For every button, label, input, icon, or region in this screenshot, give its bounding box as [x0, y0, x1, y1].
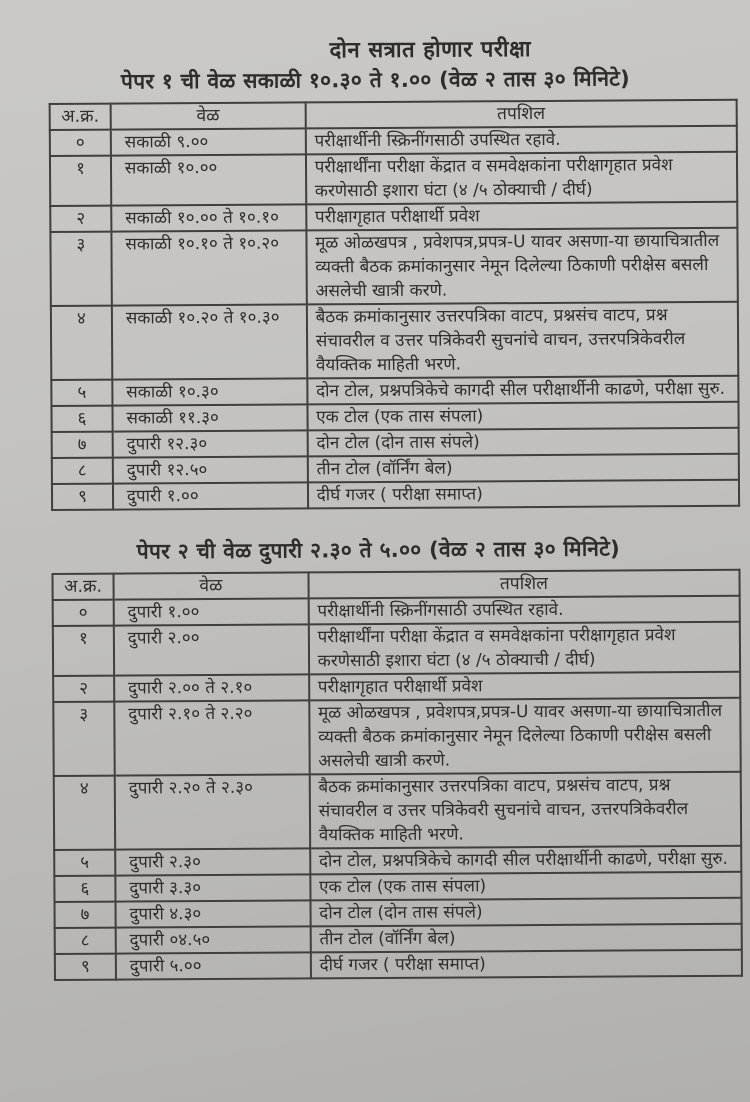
detail-cell: दीर्घ गजर ( परीक्षा समाप्त): [308, 480, 739, 509]
document-title: दोन सत्रात होणार परीक्षा: [329, 37, 532, 64]
serial-cell: ८: [55, 928, 116, 954]
serial-cell: ३: [50, 232, 111, 306]
serial-cell: ८: [52, 458, 113, 484]
time-cell: दुपारी १२.३०: [113, 430, 308, 457]
serial-cell: ९: [55, 954, 116, 980]
detail-cell: तीन टोल (वॉर्निंग बेल): [307, 454, 738, 483]
serial-cell: ७: [55, 902, 116, 928]
time-cell: सकाळी ९.००: [111, 128, 306, 155]
detail-cell: दोन टोल, प्रश्नपत्रिकेचे कागदी सील परीक्षार्थीनी काढणे, परीक्षा सुरु.: [310, 846, 741, 875]
column-header-serial: अ.क्र.: [50, 104, 111, 130]
time-cell: दुपारी ०४.५०: [116, 926, 311, 953]
time-cell: दुपारी २.१० ते २.२०: [114, 700, 309, 775]
detail-cell: परीक्षार्थींना परीक्षा केंद्रात व समवेक्षकांना परीक्षागृहात प्रवेश करणेसाठी इशारा घंटा (४ /५ ठोक्याची / दीर्घ): [309, 622, 741, 675]
table-row: [55, 950, 742, 980]
detail-cell: मूळ ओळखपत्र , प्रवेशपत्र,प्रपत्र-U यावर असणा-या छायाचित्रातील व्यक्ती बैठक क्रमांकानुसार नेमून दिलेल्या ठिकाणी परीक्षेस बसली असलेची खात्री करणे.: [309, 698, 741, 775]
time-cell: सकाळी १०.०० ते १०.१०: [111, 204, 306, 231]
detail-cell: तीन टोल (वॉर्निंग बेल): [310, 924, 741, 953]
paper2-heading: पेपर २ ची वेळ दुपारी २.३० ते ५.०० (वेळ २ तास ३० मिनिटे): [136, 536, 621, 564]
table-row: [50, 152, 737, 206]
serial-cell: ४: [51, 306, 112, 380]
time-cell: दुपारी २.०० ते २.१०: [114, 674, 309, 701]
column-header-detail: तपशिल: [308, 570, 739, 599]
detail-cell: मूळ ओळखपत्र , प्रवेशपत्र,प्रपत्र-U यावर असणा-या छायाचित्रातील व्यक्ती बैठक क्रमांकानुसार नेमून दिलेल्या ठिकाणी परीक्षेस बसली असलेची खात्री करणे.: [306, 228, 738, 305]
detail-cell: बैठक क्रमांकानुसार उत्तरपत्रिका वाटप, प्रश्नसंच वाटप, प्रश्न संचावरील व उत्तर पत्रिकेवरी सुचनांचे वाचन, उत्तरपत्रिकेवरील वैयक्तिक माहिती भरणे.: [309, 772, 741, 849]
time-cell: सकाळी ११.३०: [112, 404, 307, 431]
serial-cell: १: [53, 626, 114, 676]
serial-cell: ५: [54, 850, 115, 876]
time-cell: सकाळी १०.००: [111, 154, 306, 205]
column-header-time: वेळ: [111, 102, 306, 129]
time-cell: सकाळी १०.२० ते १०.३०: [112, 304, 307, 379]
time-cell: दुपारी २.२० ते २.३०: [115, 774, 310, 849]
detail-cell: एक टोल (एक तास संपला): [307, 402, 738, 431]
detail-cell: परीक्षार्थीनी स्क्रिनींगसाठी उपस्थित रहावे.: [308, 596, 739, 625]
detail-cell: परीक्षार्थींना परीक्षा केंद्रात व समवेक्षकांना परीक्षागृहात प्रवेश करणेसाठी इशारा घंटा (४ /५ ठोक्याची / दीर्घ): [306, 152, 738, 205]
time-cell: दुपारी ३.३०: [115, 874, 310, 901]
serial-cell: ७: [52, 432, 113, 458]
table-row: [52, 480, 739, 510]
table-row: [50, 228, 737, 306]
time-cell: दुपारी ४.३०: [115, 900, 310, 927]
detail-cell: परीक्षागृहात परीक्षार्थी प्रवेश: [309, 672, 740, 701]
serial-cell: ०: [50, 130, 111, 156]
time-cell: सकाळी १०.३०: [112, 378, 307, 405]
serial-cell: ३: [53, 702, 114, 776]
table-row: [53, 622, 740, 676]
serial-cell: २: [53, 676, 114, 702]
serial-cell: २: [50, 206, 111, 232]
time-cell: दुपारी १२.५०: [113, 456, 308, 483]
time-cell: दुपारी ५.००: [116, 952, 311, 979]
time-cell: दुपारी १.००: [114, 598, 309, 625]
detail-cell: परीक्षागृहात परीक्षार्थी प्रवेश: [306, 202, 737, 231]
detail-cell: एक टोल (एक तास संपला): [310, 872, 741, 901]
paper1-schedule-table: [49, 99, 740, 511]
serial-cell: ६: [51, 406, 112, 432]
time-cell: दुपारी २.००: [114, 624, 309, 675]
column-header-time: वेळ: [113, 572, 308, 599]
table-row: [51, 302, 738, 380]
detail-cell: परीक्षार्थीनी स्क्रिनींगसाठी उपस्थित रहावे.: [305, 126, 736, 155]
table-row: [54, 772, 741, 850]
column-header-detail: तपशिल: [305, 100, 736, 129]
time-cell: सकाळी १०.१० ते १०.२०: [111, 230, 306, 305]
detail-cell: दोन टोल (दोन तास संपले): [310, 898, 741, 927]
column-header-serial: अ.क्र.: [53, 574, 114, 600]
paper1-heading: पेपर १ ची वेळ सकाळी १०.३० ते १.०० (वेळ २ तास ३० मिनिटे): [120, 66, 631, 94]
detail-cell: दीर्घ गजर ( परीक्षा समाप्त): [311, 950, 742, 979]
time-cell: दुपारी १.००: [113, 482, 308, 509]
detail-cell: बैठक क्रमांकानुसार उत्तरपत्रिका वाटप, प्रश्नसंच वाटप, प्रश्न संचावरील व उत्तर पत्रिकेवरी सुचनांचे वाचन, उत्तरपत्रिकेवरील वैयक्तिक माहिती भरणे.: [307, 302, 739, 379]
paper2-schedule-table: [51, 569, 742, 981]
serial-cell: ५: [51, 380, 112, 406]
serial-cell: ४: [54, 776, 115, 850]
detail-cell: दोन टोल (दोन तास संपले): [307, 428, 738, 457]
serial-cell: ९: [52, 484, 113, 510]
time-cell: दुपारी २.३०: [115, 848, 310, 875]
serial-cell: १: [50, 156, 111, 206]
serial-cell: ६: [54, 876, 115, 902]
table-row: [53, 698, 740, 776]
detail-cell: दोन टोल, प्रश्नपत्रिकेचे कागदी सील परीक्षार्थीनी काढणे, परीक्षा सुरु.: [307, 376, 738, 405]
serial-cell: ०: [53, 600, 114, 626]
